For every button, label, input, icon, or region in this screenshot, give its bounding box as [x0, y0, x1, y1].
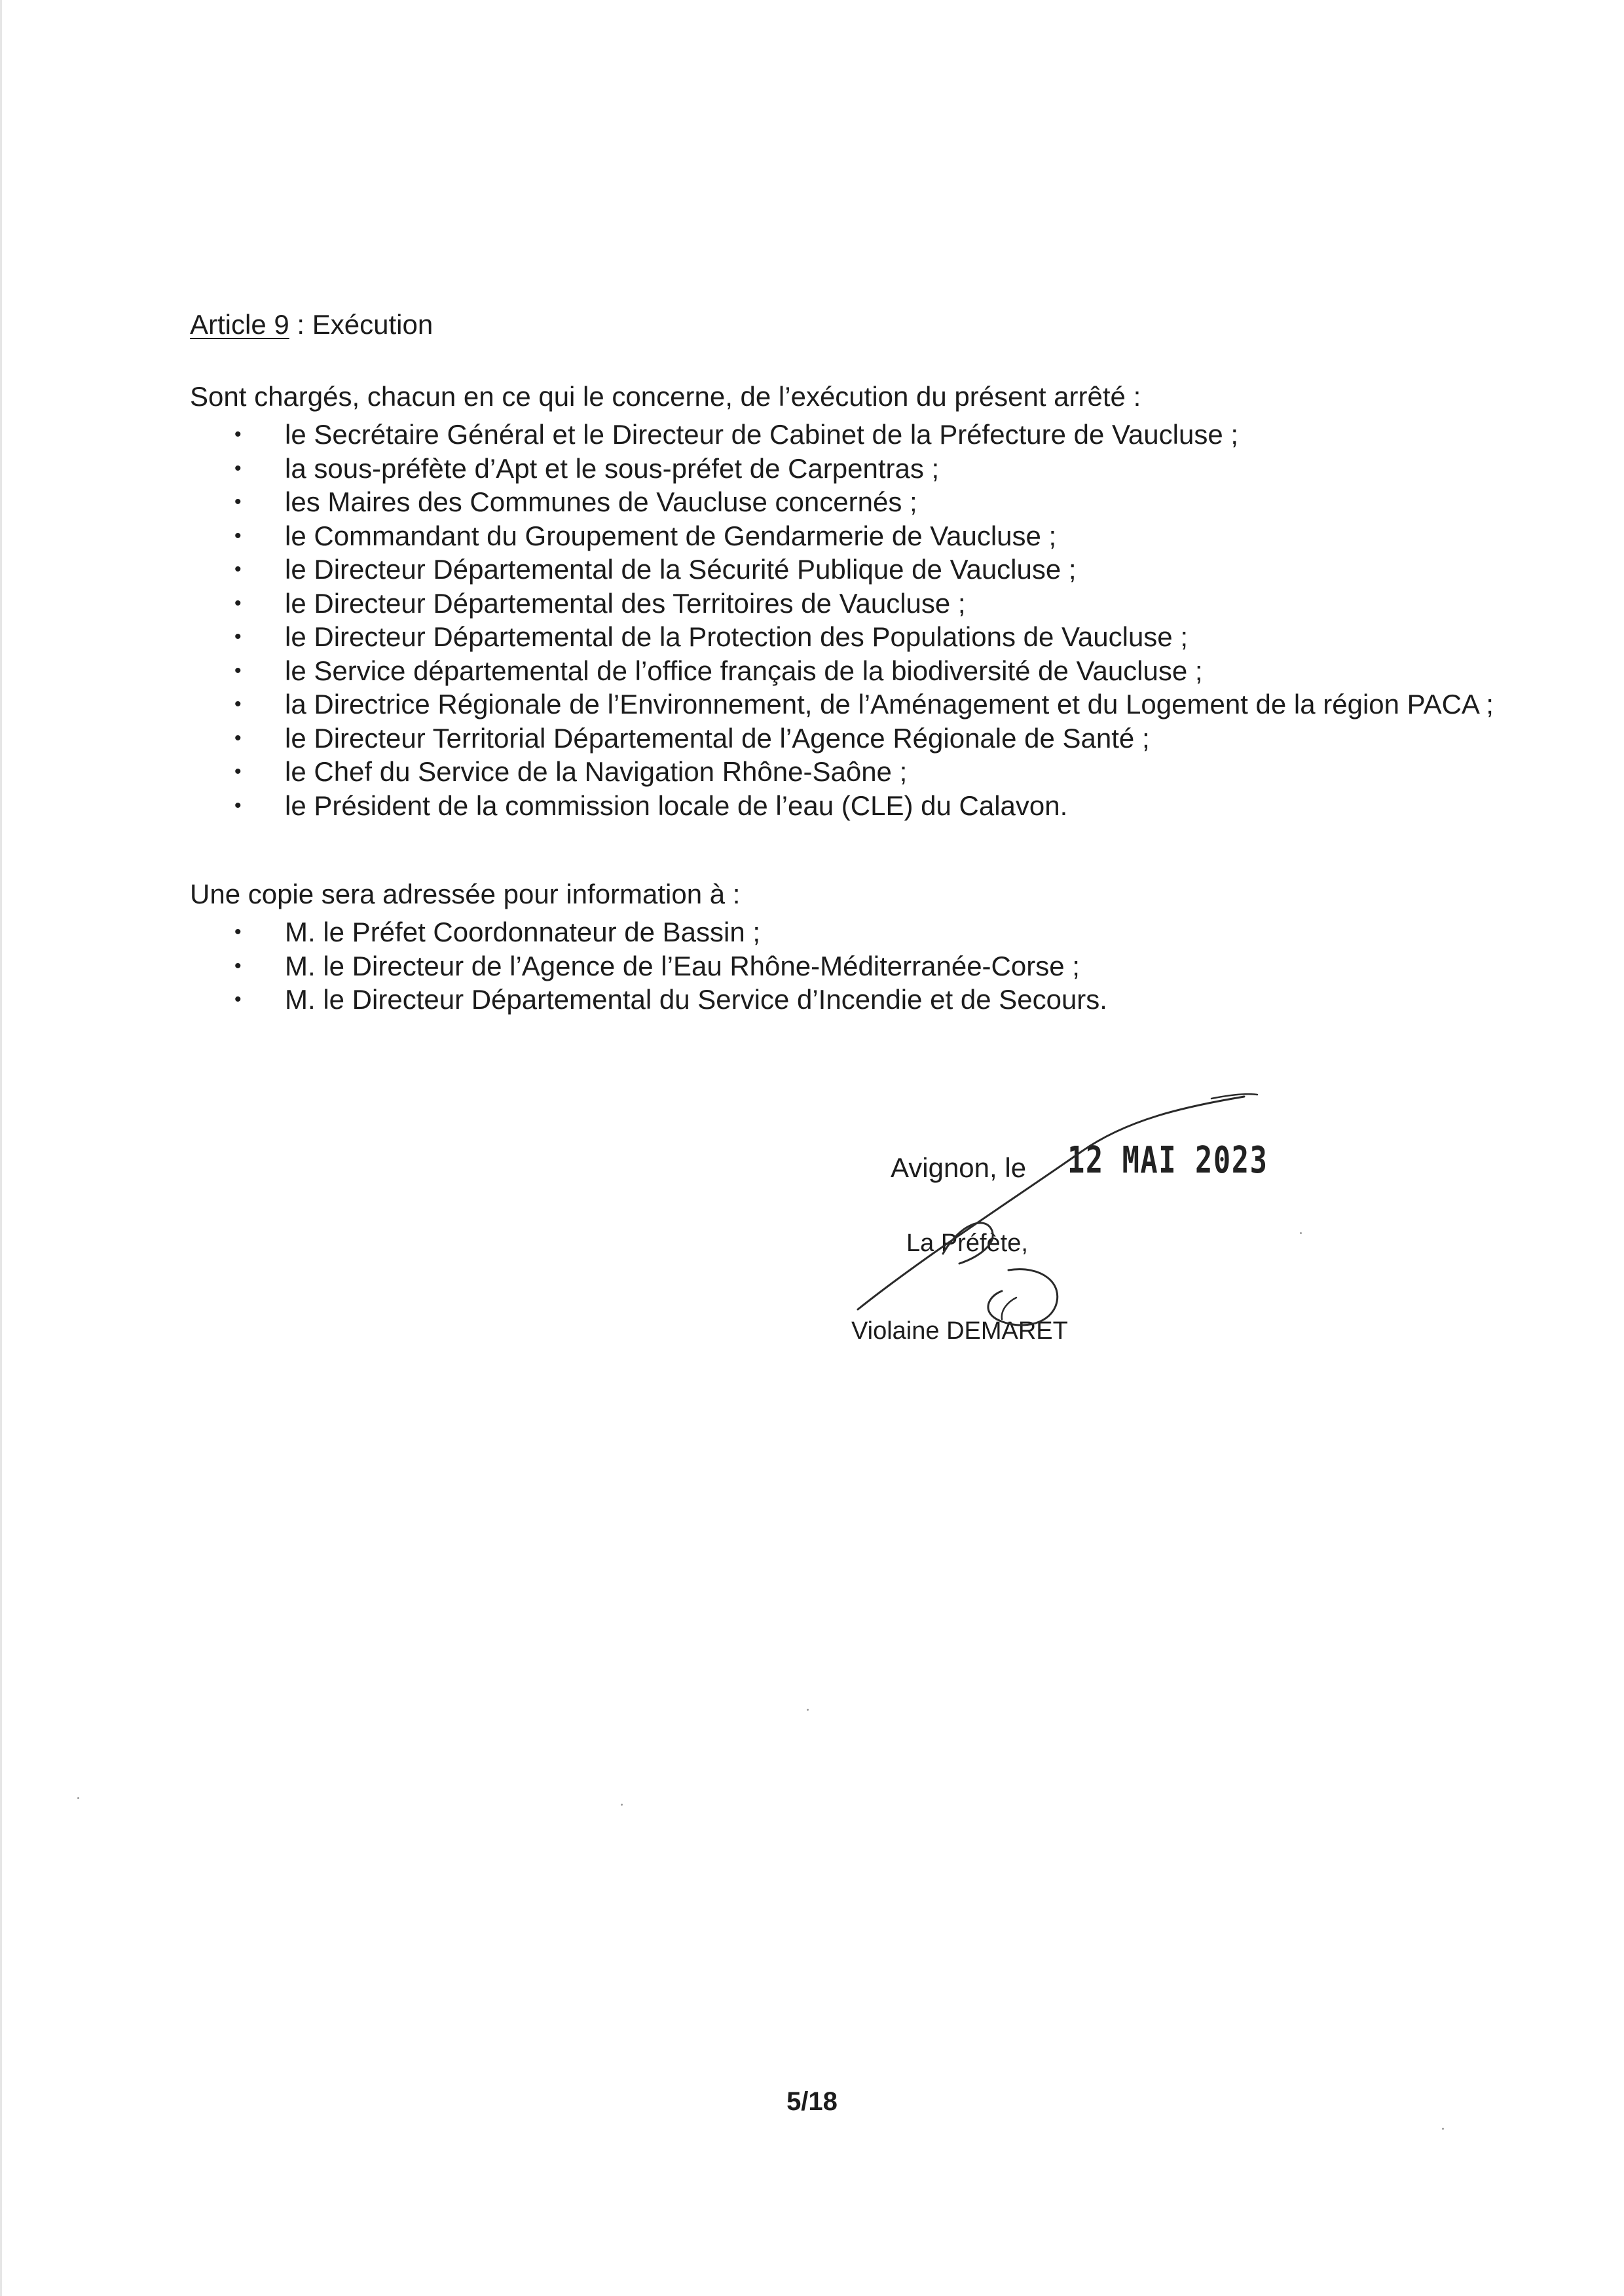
- list-item-text: le Directeur Départemental de la Protection des Populations de Vaucluse ;: [285, 621, 1189, 652]
- list-item-text: le Secrétaire Général et le Directeur de Cabinet de la Préfecture de Vaucluse ;: [285, 419, 1239, 450]
- list-item-text: le Président de la commission locale de l’eau (CLE) du Calavon.: [285, 790, 1068, 821]
- list-item: [190, 789, 1513, 823]
- list-item: [190, 620, 1513, 654]
- scan-speck: [1442, 2128, 1444, 2130]
- list-item: [190, 755, 1513, 789]
- bullet-icon: •: [234, 921, 242, 943]
- scan-speck: [77, 1797, 79, 1799]
- scan-speck: [807, 1709, 809, 1711]
- bullet-icon: •: [234, 457, 242, 479]
- list-item-text: la Directrice Régionale de l’Environnement, de l’Aménagement et du Logement de la région PACA ;: [285, 689, 1494, 720]
- bullet-icon: •: [234, 524, 242, 547]
- page-number: 5/18: [786, 2087, 838, 2116]
- scan-speck: [1300, 1232, 1302, 1234]
- list-item-text: M. le Préfet Coordonnateur de Bassin ;: [285, 917, 761, 947]
- article-title: Exécution: [312, 309, 434, 340]
- list-item: [190, 418, 1513, 452]
- list-item-text: le Directeur Départemental de la Sécurité Publique de Vaucluse ;: [285, 554, 1077, 585]
- list-item-text: la sous-préfète d’Apt et le sous-préfet de Carpentras ;: [285, 452, 940, 484]
- list-item-text: le Directeur Départemental des Territoires de Vaucluse ;: [285, 587, 966, 619]
- bullet-icon: •: [234, 659, 242, 682]
- execution-intro: Sont chargés, chacun en ce qui le concerne, de l’exécution du présent arrêté :: [190, 381, 1141, 412]
- copy-list: [190, 915, 1513, 1017]
- list-item-text: le Commandant du Groupement de Gendarmerie de Vaucluse ;: [285, 520, 1057, 551]
- bullet-icon: •: [234, 626, 242, 647]
- bullet-icon: •: [234, 693, 242, 715]
- list-item: [190, 485, 1513, 519]
- signature-place: Avignon, le: [891, 1152, 1027, 1183]
- list-item-text: le Chef du Service de la Navigation Rhône-Saône ;: [285, 756, 908, 787]
- list-item: [190, 519, 1513, 553]
- list-item: [190, 983, 1513, 1017]
- list-item: [190, 915, 1513, 949]
- article-heading: [190, 308, 433, 342]
- list-item: [190, 553, 1513, 587]
- list-item: [190, 587, 1513, 621]
- bullet-icon: •: [234, 491, 242, 513]
- bullet-icon: •: [234, 794, 242, 816]
- list-item-text: le Directeur Territorial Départemental de l’Agence Régionale de Santé ;: [285, 722, 1150, 754]
- bullet-icon: •: [234, 592, 242, 614]
- bullet-icon: •: [234, 989, 242, 1010]
- list-item: [190, 654, 1513, 688]
- list-item: [190, 949, 1513, 983]
- execution-list: [190, 418, 1513, 822]
- bullet-icon: •: [234, 727, 242, 749]
- article-number: Article 9: [190, 309, 289, 340]
- date-stamp: 12 MAI 2023: [1067, 1139, 1268, 1182]
- bullet-icon: •: [234, 558, 242, 580]
- list-item-text: M. le Directeur Départemental du Service d’Incendie et de Secours.: [285, 984, 1107, 1015]
- bullet-icon: •: [234, 424, 242, 445]
- signer-name: Violaine DEMARET: [851, 1317, 1068, 1345]
- scan-speck: [621, 1804, 623, 1806]
- signature-block: [851, 1133, 1388, 1381]
- signer-title: La Préfète,: [906, 1230, 1028, 1257]
- list-item-text: les Maires des Communes de Vaucluse concernés ;: [285, 486, 917, 517]
- list-item-text: M. le Directeur de l’Agence de l’Eau Rhône-Méditerranée-Corse ;: [285, 950, 1080, 981]
- list-item: [190, 721, 1513, 756]
- copy-intro: Une copie sera adressée pour information à :: [190, 879, 741, 909]
- list-item: [190, 687, 1513, 721]
- list-item: [190, 452, 1513, 486]
- bullet-icon: •: [234, 761, 242, 782]
- bullet-icon: •: [234, 955, 242, 977]
- article-separator: :: [289, 309, 312, 340]
- list-item-text: le Service départemental de l’office français de la biodiversité de Vaucluse ;: [285, 655, 1203, 686]
